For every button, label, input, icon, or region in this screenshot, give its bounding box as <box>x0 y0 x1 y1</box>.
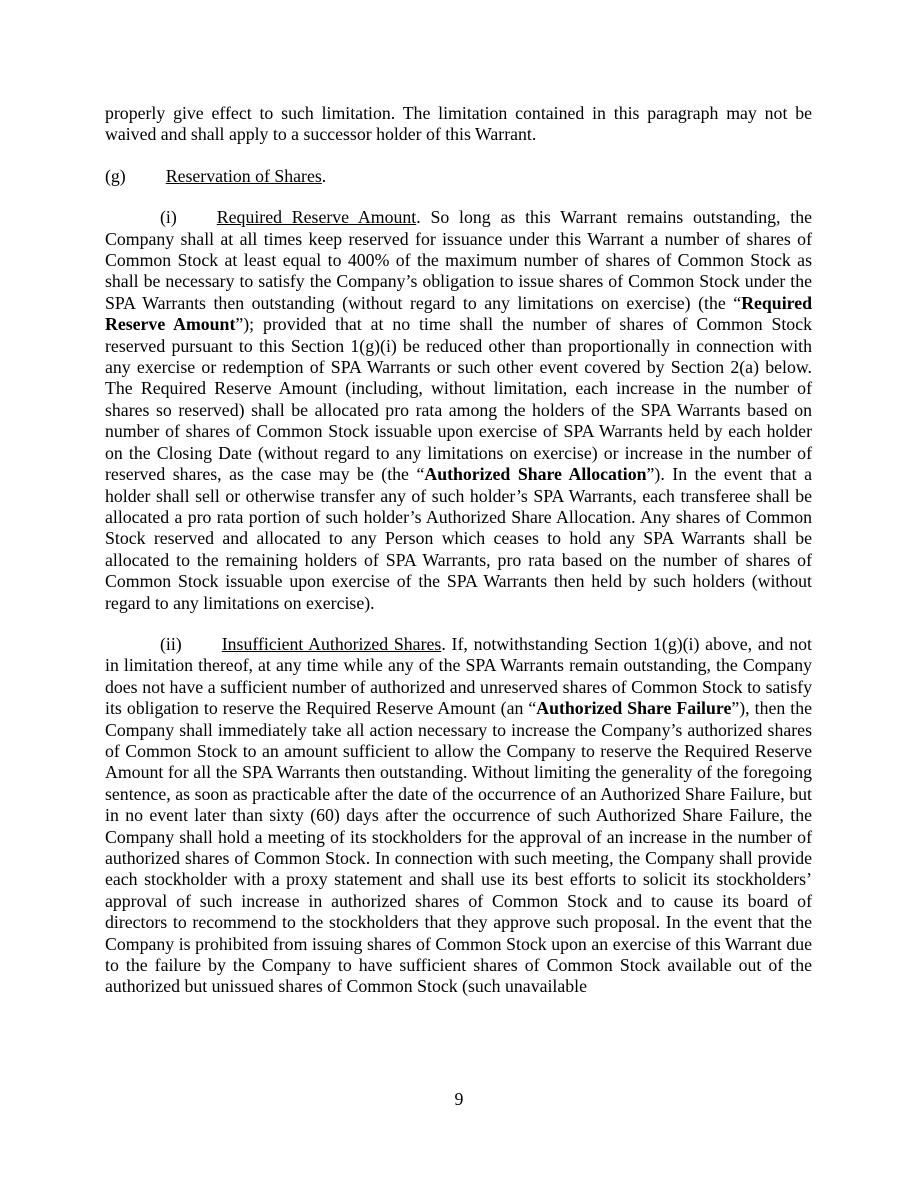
text-segment: Insufficient Authorized Shares <box>221 633 442 654</box>
text-segment: Authorized Share Allocation <box>424 464 647 485</box>
text-segment: ”). In the event that a holder shall sell or otherwise transfer any of such holder’s SPA Warrants, each transferee shall be allocated a pro rata portion of such holder’s Authorized Share Allocation. Any shares of Common Stock reserved and allocated to any Person which ceases to hold any SPA Warrants shall be allocated to the remaining holders of SPA Warrants, pro rata based on the number of shares of Common Stock issuable upon exercise of the SPA Warrants then held by such holders (without regard to any limitations on exercise). <box>105 464 812 613</box>
text-segment: . If, notwithstanding Section 1(g)(i) above, and not in limitation thereof, at any time while any of the SPA Warrants remain outstanding, the Company does not have a sufficient number of authorized and unreserved shares of Common Stock to satisfy its obligation to reserve the Required Reserve Amount (an “ <box>105 633 812 719</box>
section-g-heading <box>105 166 812 187</box>
text-segment: Required Reserve Amount <box>105 292 812 335</box>
page-number: 9 <box>454 1089 464 1109</box>
clause-ii-paragraph <box>105 634 812 998</box>
text-segment: ”); provided that at no time shall the number of shares of Common Stock reserved pursuant to this Section 1(g)(i) be reduced other than proportionally in connection with any exercise or redemption of SPA Warrants or such other event covered by Section 2(a) below. The Required Reserve Amount (including, without limitation, each increase in the number of shares so reserved) shall be allocated pro rata among the holders of the SPA Warrants based on number of shares of Common Stock issuable upon exercise of SPA Warrants held by each holder on the Closing Date (without regard to any limitations on exercise) or increase in the number of reserved shares, as the case may be (the “ <box>105 314 812 485</box>
text-segment: . <box>321 165 327 186</box>
text-segment: ”), then the Company shall immediately take all action necessary to increase the Company’s authorized shares of Common Stock to an amount sufficient to allow the Company to reserve the Required Reserve Amount for all the SPA Warrants then outstanding. Without limiting the generality of the foregoing sentence, as soon as practicable after the date of the occurrence of an Authorized Share Failure, but in no event later than sixty (60) days after the occurrence of such Authorized Share Failure, the Company shall hold a meeting of its stockholders for the approval of an increase in the number of authorized shares of Common Stock. In connection with such meeting, the Company shall provide each stockholder with a proxy statement and shall use its best efforts to solicit its stockholders’ approval of such increase in authorized shares of Common Stock and to cause its board of directors to recommend to the stockholders that they approve such proposal. In the event that the Company is prohibited from issuing shares of Common Stock upon an exercise of this Warrant due to the failure by the Company to have sufficient shares of Common Stock available out of the authorized but unissued shares of Common Stock (such unavailable <box>105 698 812 997</box>
text-segment: Reservation of Shares <box>165 165 322 186</box>
paragraph-continuation <box>105 103 812 146</box>
document-body <box>105 103 812 1018</box>
clause-i-paragraph <box>105 207 812 614</box>
text-segment: (g) <box>105 165 126 186</box>
text-segment: (i) <box>160 207 177 228</box>
text-segment: . So long as this Warrant remains outstanding, the Company shall at all times keep reserved for issuance under this Warrant a number of shares of Common Stock at least equal to 400% of the maximum number of shares of Common Stock as shall be necessary to satisfy the Company’s obligation to issue shares of Common Stock under the SPA Warrants then outstanding (without regard to any limitations on exercise) (the “ <box>105 207 812 313</box>
text-segment: Required Reserve Amount <box>216 207 417 228</box>
text-segment: Authorized Share Failure <box>536 698 732 719</box>
text-segment: properly give effect to such limitation. The limitation contained in this paragraph may not be waived and shall apply to a successor holder of this Warrant. <box>105 103 812 145</box>
text-segment: (ii) <box>160 633 182 654</box>
